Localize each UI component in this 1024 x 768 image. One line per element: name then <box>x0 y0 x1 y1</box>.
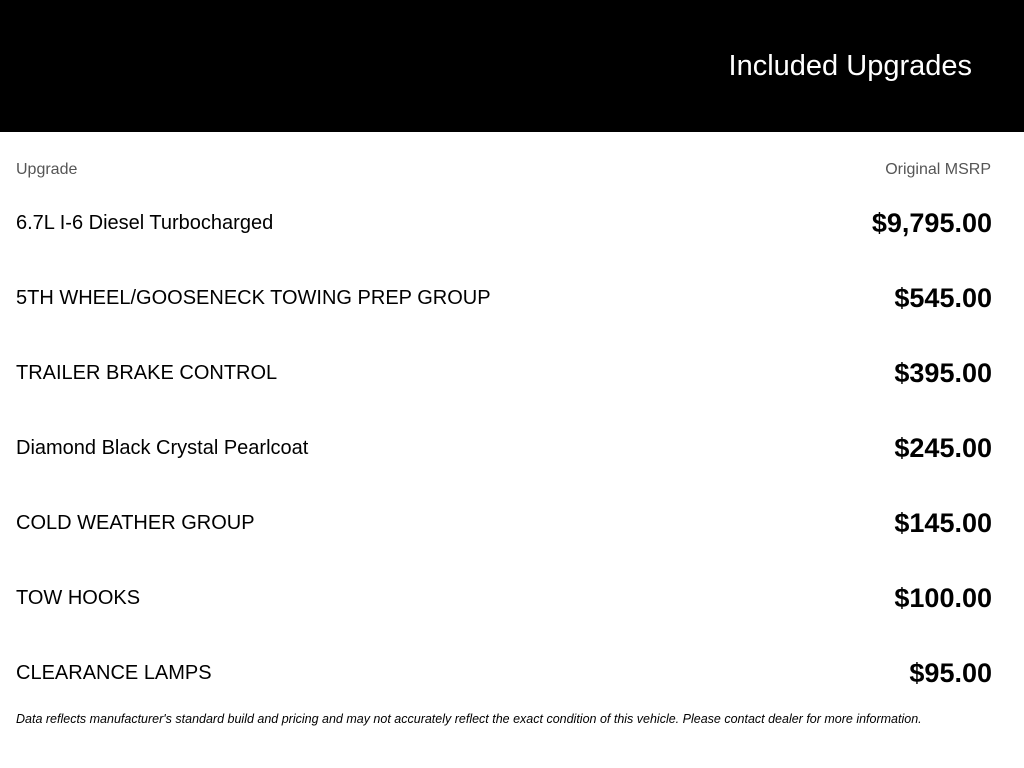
upgrade-price: $145.00 <box>894 507 992 538</box>
upgrade-price: $245.00 <box>894 432 992 463</box>
upgrade-row <box>16 422 992 497</box>
upgrade-name: COLD WEATHER GROUP <box>16 511 255 534</box>
page-title: Included Upgrades <box>728 50 972 82</box>
upgrade-name: TRAILER BRAKE CONTROL <box>16 361 278 384</box>
upgrade-price: $545.00 <box>894 282 992 313</box>
upgrade-column-header: Upgrade <box>16 161 78 178</box>
upgrades-list <box>16 197 992 722</box>
upgrade-row <box>16 572 992 647</box>
upgrade-name: TOW HOOKS <box>16 586 141 609</box>
header-banner <box>0 0 1024 132</box>
upgrade-row <box>16 272 992 347</box>
upgrade-row <box>16 347 992 422</box>
upgrade-row <box>16 197 992 272</box>
upgrade-name: 6.7L I-6 Diesel Turbocharged <box>16 211 274 234</box>
disclaimer-footnote: Data reflects manufacturer's standard build and pricing and may not accurately reflect the exact condition of this vehicle. Please contact dealer for more information. <box>16 712 922 726</box>
upgrade-row <box>16 497 992 572</box>
upgrade-price: $395.00 <box>894 357 992 388</box>
msrp-column-header: Original MSRP <box>885 161 991 178</box>
column-headers <box>16 160 991 180</box>
upgrade-price: $95.00 <box>909 657 992 688</box>
upgrade-name: CLEARANCE LAMPS <box>16 661 212 684</box>
upgrade-price: $100.00 <box>894 582 992 613</box>
upgrade-name: 5TH WHEEL/GOOSENECK TOWING PREP GROUP <box>16 286 491 309</box>
upgrade-price: $9,795.00 <box>871 207 992 238</box>
upgrade-name: Diamond Black Crystal Pearlcoat <box>16 436 309 459</box>
